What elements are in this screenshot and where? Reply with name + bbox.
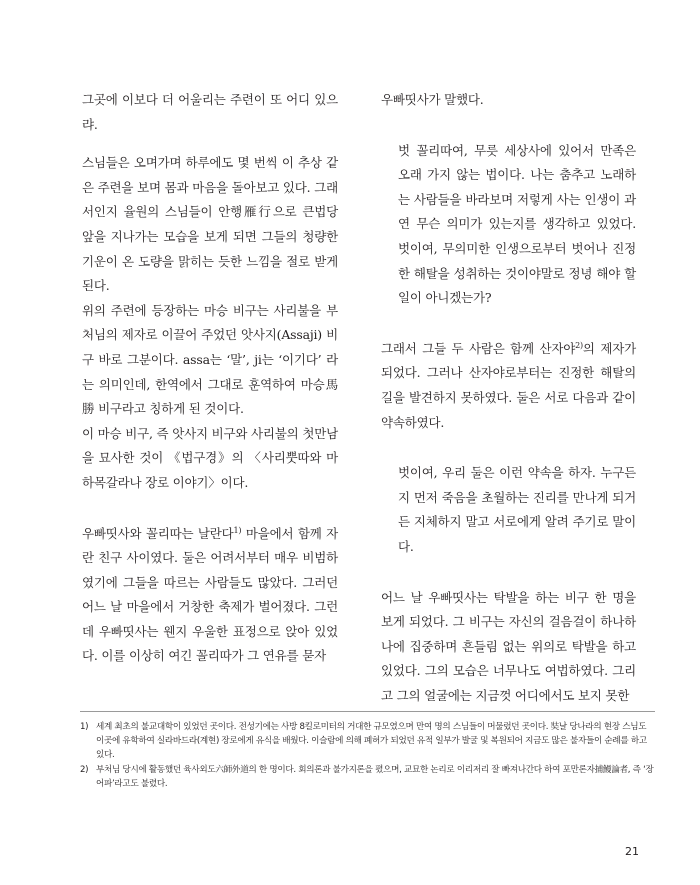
footnote — [80, 763, 655, 791]
page-number: 21 — [625, 845, 639, 858]
right-column — [381, 88, 636, 708]
quote-text: 벗이여, 우리 둘은 이런 약속을 하자. 누구든지 먼저 죽음을 초월하는 진리를 만나게 되거든 지체하지 말고 서로에게 알려 주기로 말이다. — [398, 465, 636, 554]
body-paragraph: 그곳에 이보다 더 어울리는 주련이 또 어디 있으랴. — [82, 92, 338, 132]
paragraph-text: 우빠띳사와 꼴리따는 날란다 — [82, 525, 234, 541]
body-paragraph: 스님들은 오며가며 하루에도 몇 번씩 이 추상 같은 주련을 보며 몸과 마음을 돌아보고 있다. 그래서인지 율원의 스님들이 안행雁行으로 큰법당 앞을 지나가는 모습을 보게 되면 그들의 청량한 기운이 온 도량을 맑히는 듯한 느낌을 절로 받게 된다. — [82, 155, 338, 294]
body-paragraph: 위의 주련에 등장하는 마승 비구는 사리불을 부처님의 제자로 이끌어 주었던 앗사지(Assaji) 비구 바로 그분이다. assa는 ‘말’, ji는 ‘이기다’ 라는 의미인데, 한역에서 그대로 훈역하여 마승馬勝 비구라고 칭하게 된 것이다. — [82, 302, 338, 417]
body-paragraph: 어느 날 우빠띳사는 탁발을 하는 비구 한 명을 보게 되었다. 그 비구는 자신의 걸음걸이 하나하나에 집중하며 흔들림 없는 위의로 탁발을 하고 있었다. 그의 모습은 너무나도 여법하였다. 그리고 그의 얼굴에는 지금껏 어디에서도 보지 못한 — [381, 589, 636, 703]
paragraph-text: 마을에서 함께 자란 친구 사이였다. 둘은 어려서부터 매우 비범하였기에 그들을 따르는 사람들도 많았다. 그러던 어느 날 마을에서 거창한 축제가 벌어졌다. 그런데 우빠띳사는 웬지 우울한 표정으로 앉아 있었다. 이를 이상히 여긴 꼴리따가 그 연유를 묻자 — [82, 525, 338, 664]
body-paragraph: 우빠띳사가 말했다. — [381, 92, 484, 107]
footnote-divider — [80, 711, 655, 712]
paragraph-text: 의 제자가 되었다. 그러나 산자야로부터는 진정한 해탈의 길을 발견하지 못하였다. 둘은 서로 다음과 같이 약속하였다. — [381, 340, 636, 430]
footnotes — [80, 720, 655, 791]
footnote — [80, 720, 655, 763]
footnote-ref-2: 2) — [575, 340, 583, 350]
block-quote — [398, 139, 636, 311]
left-column — [82, 88, 338, 669]
footnote-text: 부처님 당시에 활동했던 육사외도六師外道의 한 명이다. 회의론과 불가지론을 폈으며, 교묘한 논리로 이리저리 잘 빠져나간다 하여 포만론자捕鰻論者, 즉 ‘장어파’라고도 불렸다. — [96, 764, 654, 789]
body-paragraph — [381, 337, 636, 435]
block-quote — [398, 461, 636, 559]
footnote-number: 1) — [80, 722, 89, 732]
footnote-ref-1: 1) — [233, 525, 242, 535]
footnote-number: 2) — [80, 764, 89, 775]
footnote-text: 세계 최초의 불교대학이 있었던 곳이다. 전성기에는 사방 8킬로미터의 거대한 규모였으며 만여 명의 스님들이 머물렀던 곳이다. 奘날 당나라의 현장 스님도 이곳에 유학하여 실라바드라(계현) 장로에게 유식을 배웠다. 이슬람에 의해 폐허가 되었던 유적 일부가 발굴 및 복원되어 지금도 많은 불자들이 순례를 하고 있다. — [96, 722, 647, 761]
paragraph-text: 그래서 그들 두 사람은 함께 산자야 — [381, 340, 576, 356]
quote-text: 벗 꼴리따여, 무릇 세상사에 있어서 만족은 오래 가지 않는 법이다. 나는 춤추고 노래하는 사람들을 바라보며 저렇게 사는 인생이 과연 무슨 의미가 있는지를 생각하고 있었다. 벗이여, 무의미한 인생으로부터 벗어나 진정한 해탈을 성취하는 것이야말로 정녕 해야 할 일이 아니겠는가? — [398, 142, 636, 306]
body-paragraph — [82, 522, 338, 670]
body-paragraph: 이 마승 비구, 즉 앗사지 비구와 사리불의 첫만남을 묘사한 것이 《법구경》의 〈사리뿟따와 마하목갈라나 장로 이야기〉이다. — [82, 425, 338, 490]
